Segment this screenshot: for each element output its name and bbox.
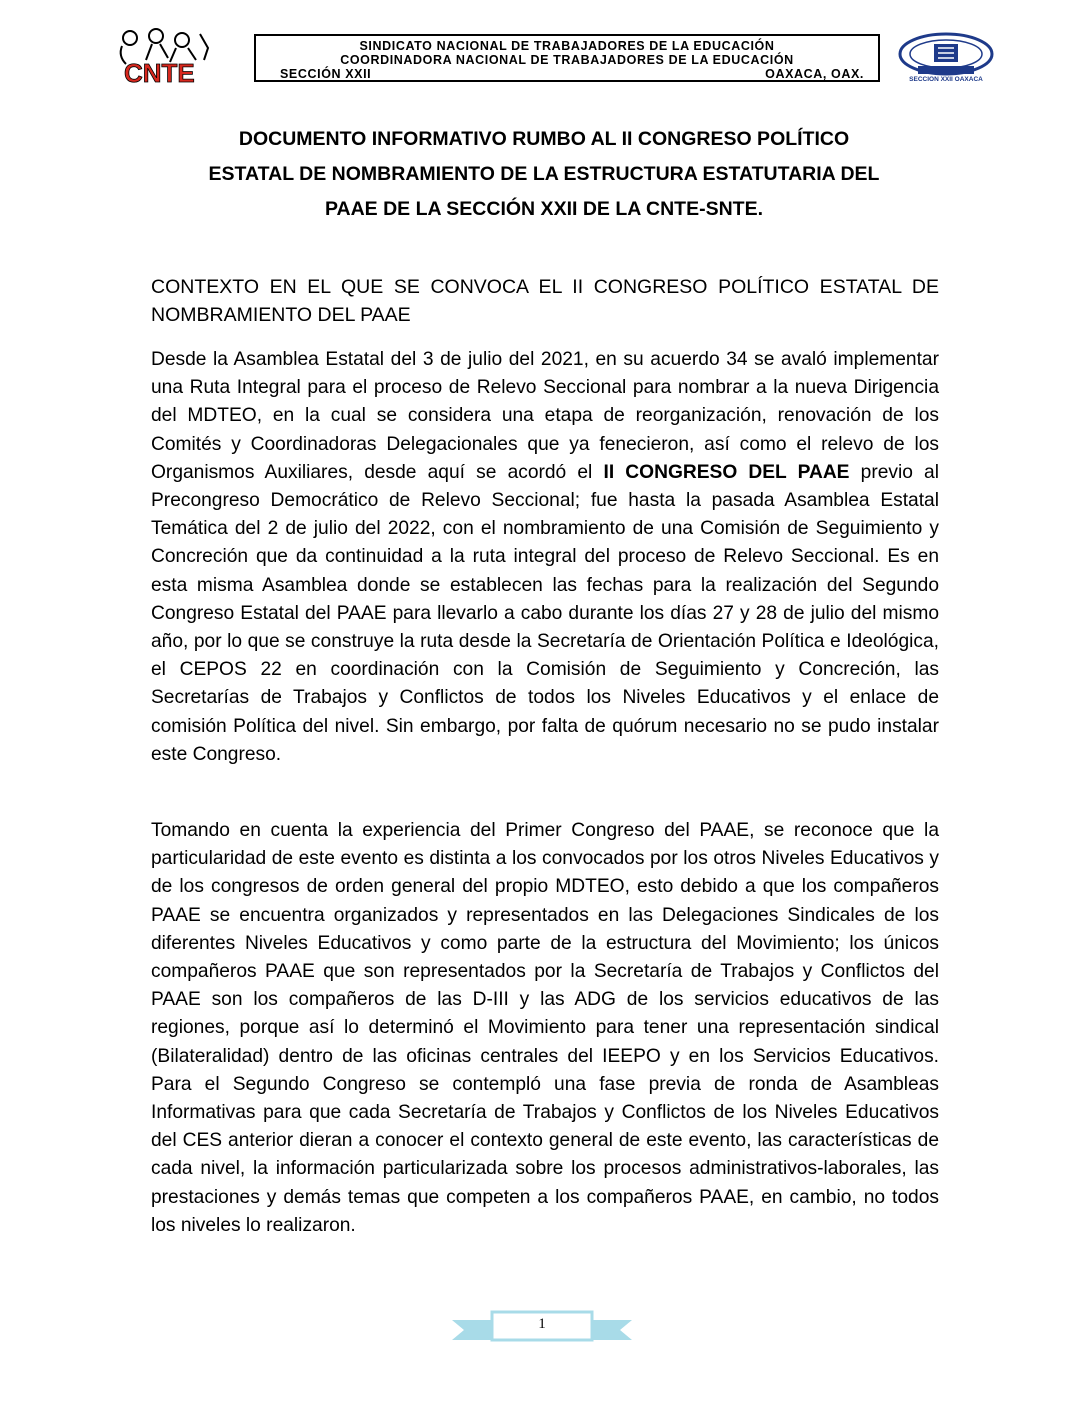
paragraph-1-part-a: Desde la Asamblea Estatal del 3 de julio del 2021, en su acuerdo 34 se avaló implementar una Ruta Integral para el proceso de Relevo Seccional para nombrar a la nueva Dirigencia del MDTEO, en la cual se considera una etapa de reorganización, renovación de los Comités y Coordinadoras Delegacionales que ya fenecieron, así como el relevo de los Organismos Auxiliares, desde aquí se acordó el xyxy=(151,349,939,483)
section-line xyxy=(270,67,864,81)
letterhead-box xyxy=(254,34,880,82)
paragraph-2: Tomando en cuenta la experiencia del Primer Congreso del PAAE, se reconoce que la particularidad de este evento es distinta a los convocados por los otros Niveles Educativos y de los congresos de orden general del propio MDTEO, esto debido a que los compañeros PAAE se encuentra organizados y representados en las Delegaciones Sindicales de los diferentes Niveles Educativos y como parte de la estructura del Movimiento; los únicos compañeros PAAE que son representados por la Secretaría de Trabajos y Conflictos del PAAE son los compañeros de las D-III y las ADG de los servicios educativos de las regiones, porque así lo determinó el Movimiento para tener una representación sindical (Bilateralidad) dentro de las oficinas centrales del IEEPO y en los Servicios Educativos. Para el Segundo Congreso se contempló una fase previa de ronda de Asambleas Informativas para que cada Secretaría de Trabajos y Conflictos de los Niveles Educativos del CES anterior dieran a conocer el contexto general de este evento, las características de cada nivel, la información particularizada sobre los procesos administrativos-laborales, las prestaciones y demás temas que competen a los compañeros PAAE, en cambio, no todos los niveles lo realizaron. xyxy=(151,820,939,1236)
section-label: SECCIÓN XXII xyxy=(280,67,372,81)
document-title xyxy=(140,122,948,227)
title-line-2: ESTATAL DE NOMBRAMIENTO DE LA ESTRUCTURA ESTATUTARIA DEL xyxy=(208,163,880,185)
section-xxii-seal xyxy=(896,32,996,88)
paragraph-1 xyxy=(151,346,939,769)
section-heading: CONTEXTO EN EL QUE SE CONVOCA EL II CONGRESO POLÍTICO ESTATAL DE NOMBRAMIENTO DEL PAAE xyxy=(151,276,939,326)
cnte-logo xyxy=(112,26,238,86)
letterhead xyxy=(112,26,1000,88)
page-footer xyxy=(452,1308,632,1348)
page-number: 1 xyxy=(538,1316,546,1332)
coordinator-name: COORDINADORA NACIONAL DE TRABAJADORES DE LA EDUCACIÓN xyxy=(340,53,794,67)
title-line-1: DOCUMENTO INFORMATIVO RUMBO AL II CONGRESO POLÍTICO xyxy=(238,128,850,150)
svg-text:SECCION XXII OAXACA: SECCION XXII OAXACA xyxy=(909,76,983,83)
svg-text:CNTE: CNTE xyxy=(124,58,195,86)
location-label: OAXACA, OAX. xyxy=(765,67,864,81)
paragraph-1-bold: II CONGRESO DEL PAAE xyxy=(603,461,850,483)
union-name: SINDICATO NACIONAL DE TRABAJADORES DE LA EDUCACIÓN xyxy=(359,39,775,53)
title-line-3: PAAE DE LA SECCIÓN XXII DE LA CNTE-SNTE. xyxy=(324,198,764,220)
paragraph-1-part-b: previo al Precongreso Democrático de Relevo Seccional; fue hasta la pasada Asamblea Estatal Temática del 2 de julio del 2022, con el nombramiento de una Comisión de Seguimiento y Concreción que da continuidad a la ruta integral del proceso de Relevo Seccional. Es en esta misma Asamblea donde se establecen las fechas para la realización del Segundo Congreso Estatal del PAAE para llevarlo a cabo durante los días 27 y 28 de julio del mismo año, por lo que se construye la ruta desde la Secretaría de Orientación Política e Ideológica, el CEPOS 22 en coordinación con la Comisión de Seguimiento y Concreción, las Secretarías de Trabajos y Conflictos de todos los Niveles Educativos y el enlace de comisión Política del nivel. Sin embargo, por falta de quórum necesario no se pudo instalar este Congreso. xyxy=(151,461,939,765)
